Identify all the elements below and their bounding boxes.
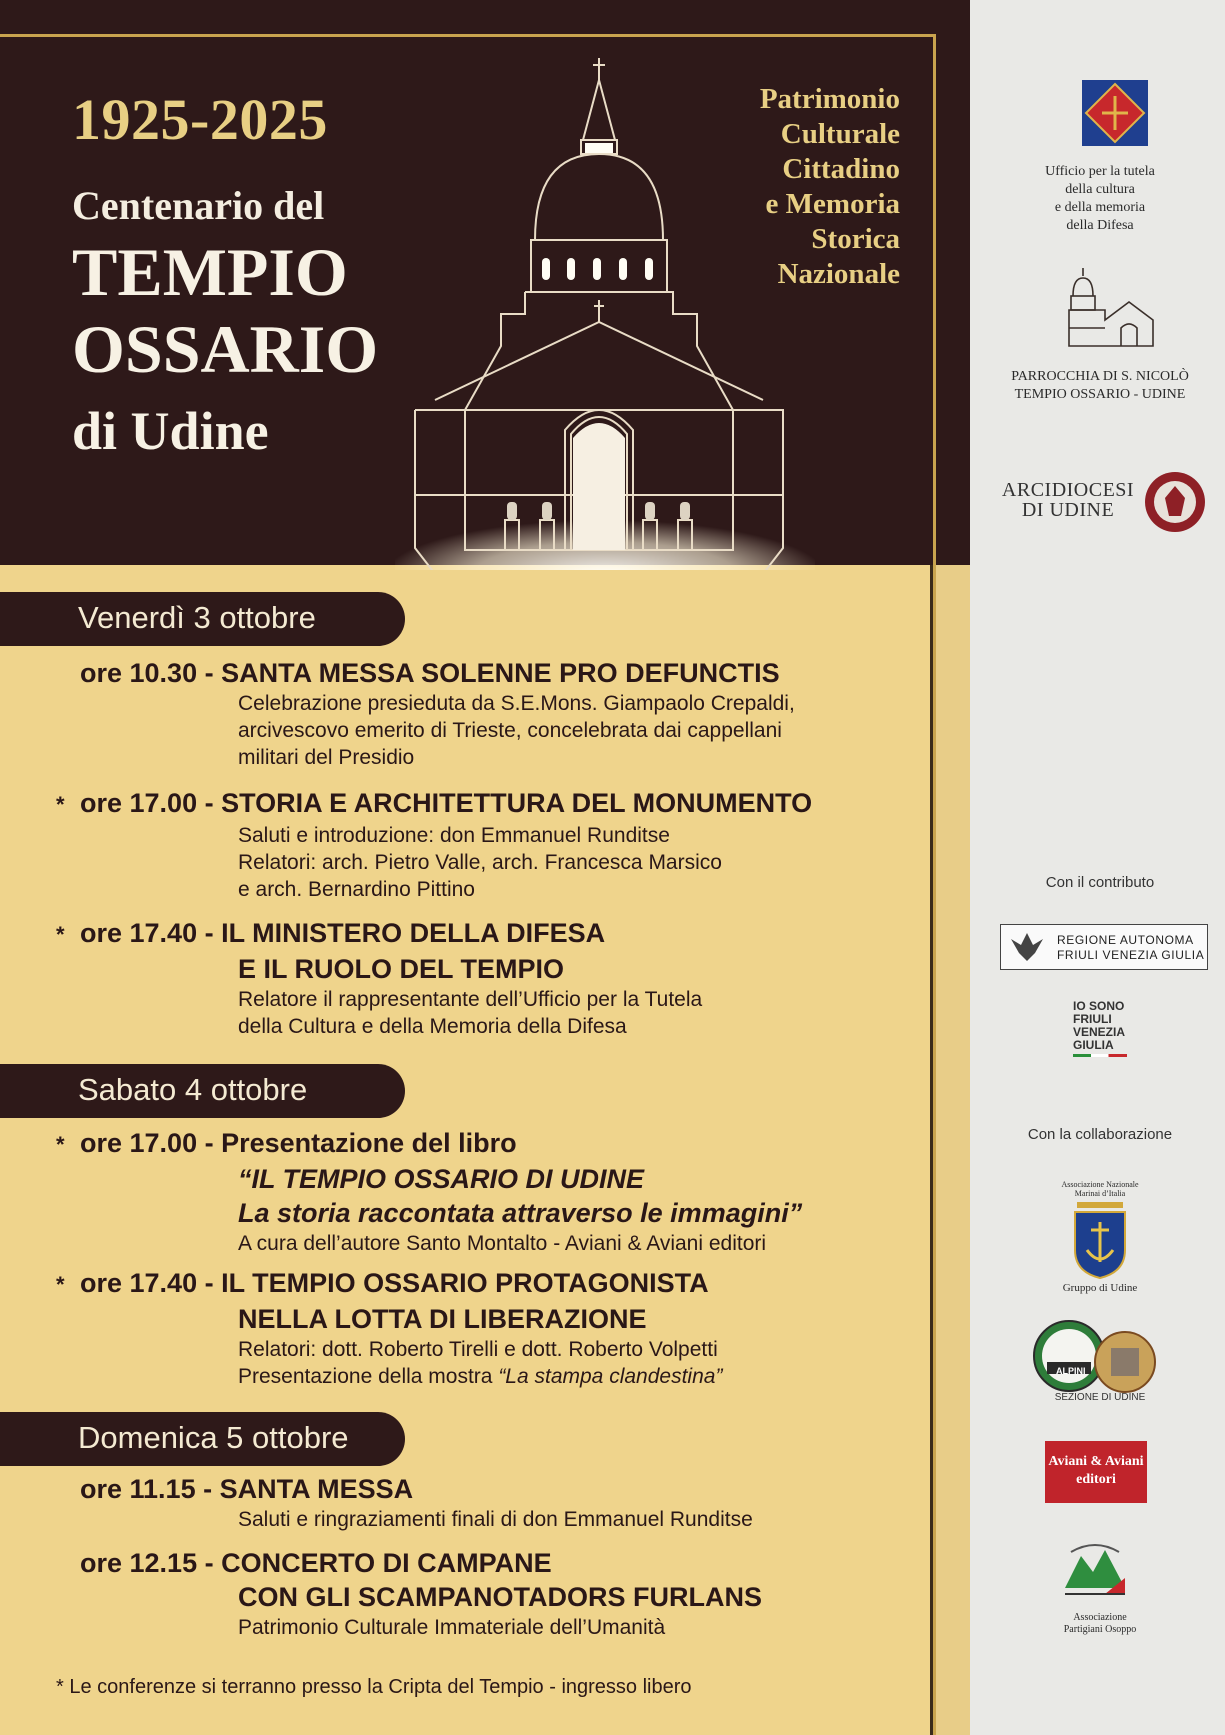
event-item bbox=[56, 1472, 936, 1533]
event-desc: Saluti e introduzione: don Emmanuel Runditse bbox=[238, 824, 670, 847]
patrimonio-line: Storica bbox=[811, 223, 900, 255]
event-item bbox=[56, 1546, 936, 1641]
event-heading bbox=[56, 916, 936, 952]
event-time: ore 11.15 - bbox=[80, 1474, 213, 1504]
event-desc: Patrimonio Culturale Immateriale dell’Umanità bbox=[238, 1616, 666, 1639]
event-desc: arcivescovo emerito di Trieste, concelebrata dai cappellani bbox=[238, 719, 782, 742]
event-desc: militari del Presidio bbox=[238, 746, 415, 769]
collaborazione-label: Con la collaborazione bbox=[1027, 1126, 1173, 1143]
alpini-logo-icon bbox=[1033, 1318, 1161, 1398]
aviani-line: Aviani & Aviani bbox=[1048, 1454, 1144, 1469]
partigiani-osoppo-emblem-icon bbox=[1059, 1538, 1131, 1600]
event-time: ore 12.15 - bbox=[80, 1548, 214, 1578]
io-sono-line: IO SONO bbox=[1073, 999, 1125, 1013]
regione-fvg-logo bbox=[1000, 924, 1208, 970]
event-heading bbox=[56, 656, 936, 690]
event-time: ore 17.40 - bbox=[80, 918, 214, 948]
event-heading bbox=[56, 1126, 936, 1162]
arcidiocesi-seal-icon bbox=[1143, 470, 1207, 534]
di-udine-heading: di Udine bbox=[72, 401, 269, 461]
arcidiocesi-line: ARCIDIOCESI bbox=[1001, 479, 1135, 501]
mostra-prefix: Presentazione della mostra bbox=[238, 1365, 499, 1388]
partners-sidebar bbox=[975, 0, 1225, 1735]
event-title: SANTA MESSA bbox=[219, 1474, 414, 1504]
eagle-icon bbox=[1007, 929, 1047, 965]
event-title: SANTA MESSA SOLENNE PRO DEFUNCTIS bbox=[221, 658, 780, 688]
event-time: ore 17.40 - bbox=[80, 1268, 214, 1298]
alpini-caption: SEZIONE DI UDINE bbox=[1054, 1392, 1146, 1403]
partigiani-caption bbox=[975, 1612, 1225, 1636]
caption-line: Partigiani Osoppo bbox=[1063, 1624, 1137, 1635]
io-sono-line: GIULIA bbox=[1073, 1038, 1114, 1052]
aviani-editori-logo bbox=[1045, 1441, 1147, 1503]
tricolor-bar bbox=[1073, 1054, 1127, 1057]
event-desc: Relatore il rappresentante dell’Ufficio per la Tutela bbox=[238, 988, 703, 1011]
caption-line: Ufficio per la tutela bbox=[1045, 164, 1155, 179]
regione-line: FRIULI VENEZIA GIULIA bbox=[1057, 948, 1205, 962]
asterisk-marker: * bbox=[56, 922, 65, 947]
patrimonio-line: Patrimonio bbox=[759, 83, 900, 115]
event-heading bbox=[56, 786, 936, 822]
event-title: IL MINISTERO DELLA DIFESA bbox=[221, 918, 606, 948]
io-sono-line: FRIULI bbox=[1073, 1012, 1112, 1026]
caption-line: e della memoria bbox=[1054, 200, 1146, 215]
mostra-title: “La stampa clandestina” bbox=[498, 1365, 723, 1388]
event-title: Presentazione del libro bbox=[221, 1128, 517, 1158]
patrimonio-line: Nazionale bbox=[777, 258, 900, 290]
poster-edge bbox=[930, 565, 970, 1735]
event-item bbox=[56, 1126, 936, 1257]
centenario-heading: Centenario del bbox=[72, 183, 325, 228]
years-heading: 1925-2025 bbox=[72, 87, 328, 152]
event-title: CONCERTO DI CAMPANE bbox=[221, 1548, 552, 1578]
aviani-line: editori bbox=[1076, 1472, 1116, 1487]
event-title: STORIA E ARCHITETTURA DEL MONUMENTO bbox=[221, 788, 813, 818]
event-time: ore 17.00 - bbox=[80, 788, 214, 818]
event-heading bbox=[56, 1266, 936, 1302]
event-item bbox=[56, 916, 936, 1040]
event-desc: Celebrazione presieduta da S.E.Mons. Giampaolo Crepaldi, bbox=[238, 692, 795, 715]
event-time: ore 17.00 - bbox=[80, 1128, 214, 1158]
event-title-cont: CON GLI SCAMPANOTADORS FURLANS bbox=[238, 1582, 762, 1612]
patrimonio-line: Cittadino bbox=[782, 153, 900, 185]
caption-line: Associazione bbox=[1073, 1612, 1127, 1623]
marinai-line: Marinai d’Italia bbox=[1074, 1189, 1126, 1198]
event-desc: della Cultura e della Memoria della Difesa bbox=[238, 1015, 627, 1038]
ufficio-caption bbox=[975, 163, 1225, 235]
event-desc: Saluti e ringraziamenti finali di don Emmanuel Runditse bbox=[238, 1508, 753, 1531]
contributo-label: Con il contributo bbox=[1045, 874, 1155, 891]
ossario-heading: OSSARIO bbox=[72, 311, 379, 387]
caption-line: TEMPIO OSSARIO - UDINE bbox=[1014, 387, 1186, 402]
temple-illustration bbox=[395, 50, 815, 570]
ufficio-difesa-emblem-icon bbox=[1080, 78, 1150, 148]
io-sono-line: VENEZIA bbox=[1073, 1025, 1126, 1039]
regione-line: REGIONE AUTONOMA bbox=[1057, 933, 1194, 947]
day-pill-sabato: Sabato 4 ottobre bbox=[0, 1064, 405, 1118]
regione-text bbox=[1057, 933, 1204, 963]
event-time: ore 10.30 - bbox=[80, 658, 214, 688]
event-title: IL TEMPIO OSSARIO PROTAGONISTA bbox=[221, 1268, 709, 1298]
event-title-cont: E IL RUOLO DEL TEMPIO bbox=[238, 954, 565, 984]
caption-line: PARROCCHIA DI S. NICOLÒ bbox=[1011, 369, 1189, 384]
event-item bbox=[56, 656, 936, 771]
church-drawing-icon bbox=[1065, 266, 1157, 350]
event-desc: e arch. Bernardino Pittino bbox=[238, 878, 475, 901]
event-desc: A cura dell’autore Santo Montalto - Aviani & Aviani editori bbox=[238, 1232, 767, 1255]
io-sono-fvg-logo bbox=[1073, 1000, 1127, 1057]
tempio-heading: TEMPIO bbox=[72, 234, 348, 310]
patrimonio-line: e Memoria bbox=[765, 188, 900, 220]
marinai-line: Associazione Nazionale bbox=[1061, 1180, 1139, 1189]
day-pill-venerdi: Venerdì 3 ottobre bbox=[0, 592, 405, 646]
event-item bbox=[56, 1266, 936, 1390]
event-item bbox=[56, 786, 936, 903]
marinai-small-text bbox=[975, 1180, 1225, 1198]
caption-line: della cultura bbox=[1065, 182, 1135, 197]
day-pill-domenica: Domenica 5 ottobre bbox=[0, 1412, 405, 1466]
book-title-line2: La storia raccontata attraverso le immagini” bbox=[238, 1198, 803, 1228]
event-heading bbox=[56, 1472, 936, 1506]
book-title-line1: “IL TEMPIO OSSARIO DI UDINE bbox=[238, 1164, 645, 1194]
asterisk-marker: * bbox=[56, 1132, 65, 1157]
asterisk-marker: * bbox=[56, 792, 65, 817]
event-desc: Relatori: dott. Roberto Tirelli e dott. Roberto Volpetti bbox=[238, 1338, 718, 1361]
parrocchia-caption bbox=[975, 368, 1225, 404]
event-title-cont: NELLA LOTTA DI LIBERAZIONE bbox=[238, 1304, 647, 1334]
caption-line: della Difesa bbox=[1066, 218, 1134, 233]
arcidiocesi-line: DI UDINE bbox=[1021, 499, 1115, 521]
patrimonio-line: Culturale bbox=[780, 118, 900, 150]
asterisk-marker: * bbox=[56, 1272, 65, 1297]
marinai-caption: Gruppo di Udine bbox=[1062, 1282, 1138, 1294]
event-heading bbox=[56, 1546, 936, 1580]
alpini-wordmark: ALPINI bbox=[1056, 1366, 1086, 1376]
event-desc-mostra bbox=[238, 1363, 936, 1390]
event-desc: Relatori: arch. Pietro Valle, arch. Francesca Marsico bbox=[238, 851, 722, 874]
footnote: * Le conferenze si terranno presso la Cripta del Tempio - ingresso libero bbox=[56, 1676, 692, 1698]
anchor-shield-icon bbox=[1071, 1198, 1129, 1280]
